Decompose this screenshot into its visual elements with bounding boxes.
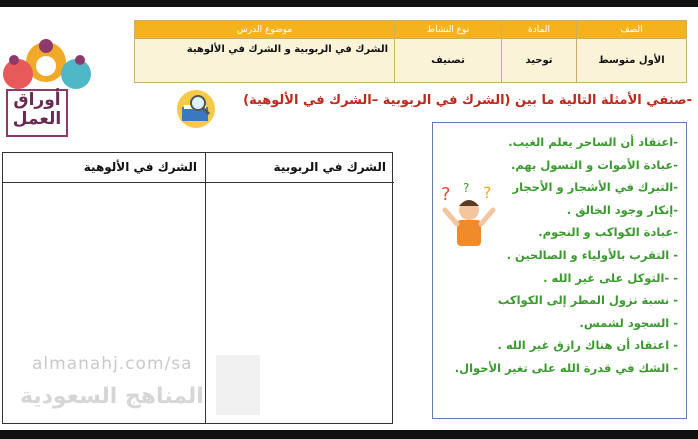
book-magnifier-icon	[174, 89, 218, 129]
subject-label: المادة	[502, 21, 577, 39]
header-values-row	[135, 39, 687, 83]
svg-text:?: ?	[483, 183, 492, 202]
topic-value: الشرك في الربوبية و الشرك في الألوهية	[135, 39, 395, 83]
example-item: -التبرك في الأشجار و الأحجار	[512, 180, 678, 195]
svg-text:?: ?	[441, 184, 451, 205]
activity-type-value: تصنيف	[395, 39, 502, 83]
example-item: - -التوكل على غير الله .	[543, 270, 678, 285]
example-item: -عبادة الكواكب و النجوم.	[538, 225, 678, 240]
example-item: - السجود لشمس.	[579, 315, 678, 330]
header-labels-row	[135, 21, 687, 39]
example-item: -اعتقاد أن الساحر يعلم الغيب.	[508, 135, 678, 149]
grade-value: الأول متوسط	[577, 39, 687, 83]
activity-type-label: نوع النشاط	[395, 21, 502, 39]
example-item: -عبادة الأموات و التسول بهم.	[511, 157, 678, 172]
example-item: - نسبة نزول المطر إلى الكواكب	[497, 293, 678, 308]
watermark-url: almanahj.com/sa	[32, 354, 193, 374]
column-uluhiyya-header: الشرك في الألوهية	[3, 153, 205, 183]
example-item: - الشك في قدرة الله على تغير الأحوال.	[454, 360, 678, 375]
watermark-name: المناهج السعودية	[20, 384, 204, 409]
lesson-header-table	[134, 20, 687, 83]
logo-text: أوراق العمل	[6, 89, 68, 137]
column-rububiyya-header: الشرك في الربوبية	[206, 153, 394, 183]
example-item: - اعتقاد أن هناك رازق غير الله .	[497, 338, 678, 353]
example-item: -إنكار وجود الخالق .	[566, 202, 678, 217]
subject-value: توحيد	[502, 39, 577, 83]
top-border	[0, 0, 698, 7]
watermark-block	[216, 355, 260, 415]
column-uluhiyya[interactable]	[3, 153, 205, 423]
examples-list	[433, 123, 686, 380]
svg-text:?: ?	[463, 181, 470, 195]
instruction-text: -صنفي الأمثلة التالية ما بين (الشرك في الربوبية –الشرك في الألوهية)	[243, 93, 692, 108]
grade-label: الصف	[577, 21, 687, 39]
example-item: - التقرب بالأولياء و الصالحين .	[506, 247, 678, 262]
examples-box	[432, 122, 687, 419]
thinking-person-icon	[439, 180, 499, 250]
topic-label: موضوع الدرس	[135, 21, 395, 39]
bottom-border	[0, 430, 698, 439]
